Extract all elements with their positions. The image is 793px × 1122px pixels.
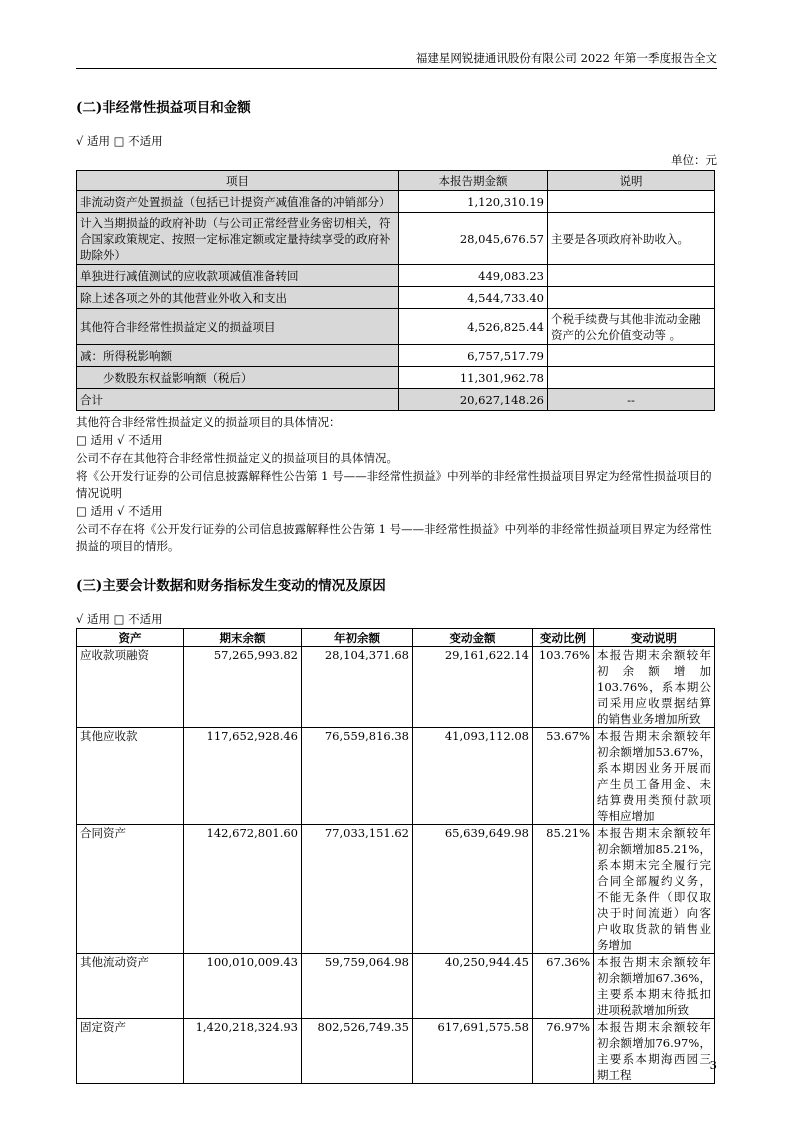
paragraph-line: □ 适用 √ 不适用	[76, 433, 163, 447]
section2-applicable: √ 适用 □ 不适用	[76, 134, 163, 148]
row-asset: 其他应收款	[77, 728, 184, 825]
row-begin: 28,104,371.68	[302, 647, 413, 728]
col-ratio: 变动比例	[533, 629, 594, 647]
section3-title: (三)主要会计数据和财务指标发生变动的情况及原因	[76, 578, 386, 594]
col-note: 说明	[548, 171, 715, 191]
col-end: 期末余额	[184, 629, 302, 647]
row-item: 少数股东权益影响额（税后）	[77, 367, 399, 389]
row-begin: 76,559,816.38	[302, 728, 413, 825]
change-table	[76, 628, 715, 1084]
row-note: 本报告期末余额较年初余额增加103.76%，系本期公司采用应收票据结算的销售业务增加所致	[594, 647, 715, 728]
table-row	[77, 345, 715, 367]
row-item: 减：所得税影响额	[77, 345, 399, 367]
row-end: 57,265,993.82	[184, 647, 302, 728]
row-asset: 其他流动资产	[77, 954, 184, 1019]
table-row	[77, 1019, 715, 1084]
row-item: 合计	[77, 389, 399, 411]
paragraph-line: 公司不存在其他符合非经常性损益定义的损益项目的具体情况。	[76, 451, 398, 465]
table-row	[77, 728, 715, 825]
row-asset: 合同资产	[77, 825, 184, 954]
table-row	[77, 647, 715, 728]
row-note: 本报告期末余额较年初余额增加85.21%，系本期末完全履行完合同全部履约义务，不能无条件（即仅取决于时间流逝）向客户收取货款的销售业务增加	[594, 825, 715, 954]
col-asset: 资产	[77, 629, 184, 647]
row-note: 本报告期末余额较年初余额增加53.67%，系本期因业务开展而产生员工备用金、未结算费用类预付款项等相应增加	[594, 728, 715, 825]
page-header: 福建星网锐捷通讯股份有限公司 2022 年第一季度报告全文	[415, 51, 717, 65]
row-ratio: 85.21%	[533, 825, 594, 954]
nonrecurring-table	[76, 170, 715, 411]
col-begin: 年初余额	[302, 629, 413, 647]
unit-label: 单位：元	[671, 153, 717, 167]
row-end: 117,652,928.46	[184, 728, 302, 825]
row-item: 单独进行减值测试的应收款项减值准备转回	[77, 265, 399, 287]
row-amount: 1,120,310.19	[399, 191, 548, 213]
paragraph-line: 公司不存在将《公开发行证券的公司信息披露解释性公告第 1 号——非经常性损益》中列举的非经常性损益项目界定为经常性损益的项目的情形。	[76, 522, 712, 553]
section2-title: (二)非经常性损益项目和金额	[76, 100, 251, 116]
table-row	[77, 191, 715, 213]
row-begin: 802,526,749.35	[302, 1019, 413, 1084]
table-row	[77, 287, 715, 309]
paragraph-line: □ 适用 √ 不适用	[76, 504, 163, 518]
row-change: 617,691,575.58	[413, 1019, 533, 1084]
row-amount: 20,627,148.26	[399, 389, 548, 411]
row-begin: 77,033,151.62	[302, 825, 413, 954]
row-item: 除上述各项之外的其他营业外收入和支出	[77, 287, 399, 309]
row-item: 计入当期损益的政府补助（与公司正常经营业务密切相关，符合国家政策规定、按照一定标准定额或定量持续享受的政府补助除外）	[77, 213, 399, 265]
row-ratio: 76.97%	[533, 1019, 594, 1084]
section3-applicable: √ 适用 □ 不适用	[76, 612, 163, 626]
table-row	[77, 954, 715, 1019]
row-ratio: 53.67%	[533, 728, 594, 825]
row-amount: 6,757,517.79	[399, 345, 548, 367]
row-note: 个税手续费与其他非流动金融资产的公允价值变动等 。	[548, 309, 715, 345]
row-end: 100,010,009.43	[184, 954, 302, 1019]
row-note	[548, 265, 715, 287]
row-ratio: 103.76%	[533, 647, 594, 728]
row-note	[548, 367, 715, 389]
row-note: 本报告期末余额较年初余额增加67.36%，主要系本期末待抵扣进项税款增加所致	[594, 954, 715, 1019]
header-divider	[76, 68, 717, 69]
row-change: 29,161,622.14	[413, 647, 533, 728]
row-note: --	[548, 389, 715, 411]
col-note: 变动说明	[594, 629, 715, 647]
row-end: 1,420,218,324.93	[184, 1019, 302, 1084]
row-amount: 4,526,825.44	[399, 309, 548, 345]
row-item: 其他符合非经常性损益定义的损益项目	[77, 309, 399, 345]
table-header-row	[77, 171, 715, 191]
page-number: 3	[709, 1058, 717, 1072]
table-row	[77, 309, 715, 345]
row-change: 65,639,649.98	[413, 825, 533, 954]
row-note	[548, 345, 715, 367]
table-row	[77, 825, 715, 954]
table-row	[77, 265, 715, 287]
col-amount: 本报告期金额	[399, 171, 548, 191]
row-note: 主要是各项政府补助收入。	[548, 213, 715, 265]
paragraph-line: 将《公开发行证券的公司信息披露解释性公告第 1 号——非经常性损益》中列举的非经常性损益项目界定为经常性损益项目的情况说明	[76, 469, 712, 500]
row-amount: 449,083.23	[399, 265, 548, 287]
row-change: 41,093,112.08	[413, 728, 533, 825]
row-amount: 28,045,676.57	[399, 213, 548, 265]
row-change: 40,250,944.45	[413, 954, 533, 1019]
row-amount: 4,544,733.40	[399, 287, 548, 309]
table-header-row	[77, 629, 715, 647]
table-row	[77, 367, 715, 389]
paragraph-line: 其他符合非经常性损益定义的损益项目的具体情况：	[76, 415, 341, 429]
row-begin: 59,759,064.98	[302, 954, 413, 1019]
row-note	[548, 191, 715, 213]
row-amount: 11,301,962.78	[399, 367, 548, 389]
row-end: 142,672,801.60	[184, 825, 302, 954]
col-item: 项目	[77, 171, 399, 191]
row-note: 本报告期末余额较年初余额增加76.97%，主要系本期海西园三期工程	[594, 1019, 715, 1084]
row-ratio: 67.36%	[533, 954, 594, 1019]
row-asset: 应收款项融资	[77, 647, 184, 728]
row-item: 非流动资产处置损益（包括已计提资产减值准备的冲销部分）	[77, 191, 399, 213]
row-asset: 固定资产	[77, 1019, 184, 1084]
table-row	[77, 213, 715, 265]
col-change: 变动金额	[413, 629, 533, 647]
row-note	[548, 287, 715, 309]
table-row-total	[77, 389, 715, 411]
